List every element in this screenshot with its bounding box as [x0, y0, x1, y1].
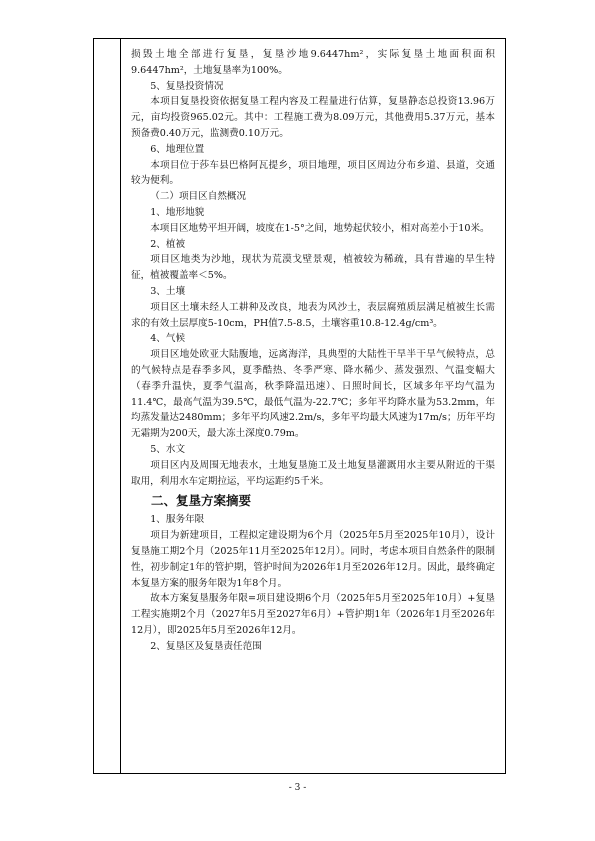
heading-vegetation: 2、植被	[150, 238, 186, 250]
paragraph-terrain: 本项目区地势平坦开阔，坡度在1-5°之间，地势起伏较小，相对高差小于10米。	[150, 222, 490, 234]
heading-natural-overview: （二）项目区自然概况	[150, 191, 247, 203]
paragraph-location: 本项目位于莎车县巴格阿瓦提乡，项目地理，项目区周边分布乡道、县道，交通较为便利。	[131, 159, 495, 187]
paragraph-service-years: 项目为新建项目，工程拟定建设期为6个月（2025年5月至2025年10月），设计复垦施工期2个月（2025年11月至2025年12月）。同时，考虑本项目自然条件的限制性，初步制定1年的管护期，管护时间为2026年1月至2026年12月。因此，最终确定本复垦方案的服务年限为1年8个月。	[131, 530, 495, 589]
heading-climate: 4、气候	[150, 333, 186, 345]
table-content-cell	[121, 39, 505, 773]
paragraph-land-reclaim: 损毁土地全部进行复垦，复垦沙地9.6447hm²，实际复垦土地面积面积9.6447hm²，土地复垦率为100%。	[131, 49, 495, 76]
heading-terrain: 1、地形地貌	[150, 206, 205, 218]
document-table	[93, 38, 506, 774]
heading-service-years: 1、服务年限	[150, 514, 205, 526]
paragraph-investment: 本项目复垦投资依据复垦工程内容及工程量进行估算，复垦静态总投资13.96万元，亩均投资965.02元。其中：工程施工费为8.09万元，其他费用5.37万元，基本预备费0.40万元，监测费0.10万元。	[131, 96, 495, 139]
paragraph-soil: 项目区土壤未经人工耕种及改良，地表为风沙土，表层腐殖质层满足植被生长需求的有效土层厚度5-10cm，PH值7.5-8.5，土壤容重10.8-12.4g/cm³。	[131, 301, 495, 329]
heading-hydrology: 5、水文	[150, 443, 186, 455]
paragraph-service-formula: 故本方案复垦服务年限=项目建设期6个月（2025年5月至2025年10月）+复垦工程实施期2个月（2027年5月至2027年6月）+管护期1年（2026年1月至2026年12月），即2025年5月至2026年12月。	[131, 593, 495, 636]
paragraph-hydrology: 项目区内及周围无地表水，土地复垦施工及土地复垦灌溉用水主要从附近的干渠取用，利用水车定期拉运，平均运距约5千米。	[131, 459, 495, 487]
heading-location: 6、地理位置	[150, 143, 205, 155]
paragraph-climate: 项目区地处欧亚大陆腹地，远离海洋，具典型的大陆性干旱半干旱气候特点，总的气候特点是春季多风，夏季酷热、冬季严寒、降水稀少、蒸发强烈、气温变幅大（春季升温快，夏季气温高，秋季降温迅速）、日照时间长，区域多年平均气温为11.4℃，最高气温为39.5℃，最低气温为-22.7℃；多年平均降水量为53.2mm，年均蒸发量达2480mm；多年平均风速2.2m/s，多年平均最大风速为17m/s；历年平均无霜期为200天，最大冻土深度0.79m。	[131, 349, 495, 440]
heading-investment: 5、复垦投资情况	[150, 80, 224, 92]
table-left-column	[94, 39, 121, 773]
section-title-plan-summary: 二、复垦方案摘要	[151, 493, 252, 509]
page-number: - 3 -	[288, 783, 307, 793]
heading-soil: 3、土壤	[150, 285, 186, 297]
paragraph-vegetation: 项目区地类为沙地，现状为荒漠戈壁景观，植被较为稀疏，具有普遍的旱生特征，植被覆盖率＜5%。	[131, 254, 495, 282]
heading-reclaim-scope: 2、复垦区及复垦责任范围	[150, 640, 262, 652]
